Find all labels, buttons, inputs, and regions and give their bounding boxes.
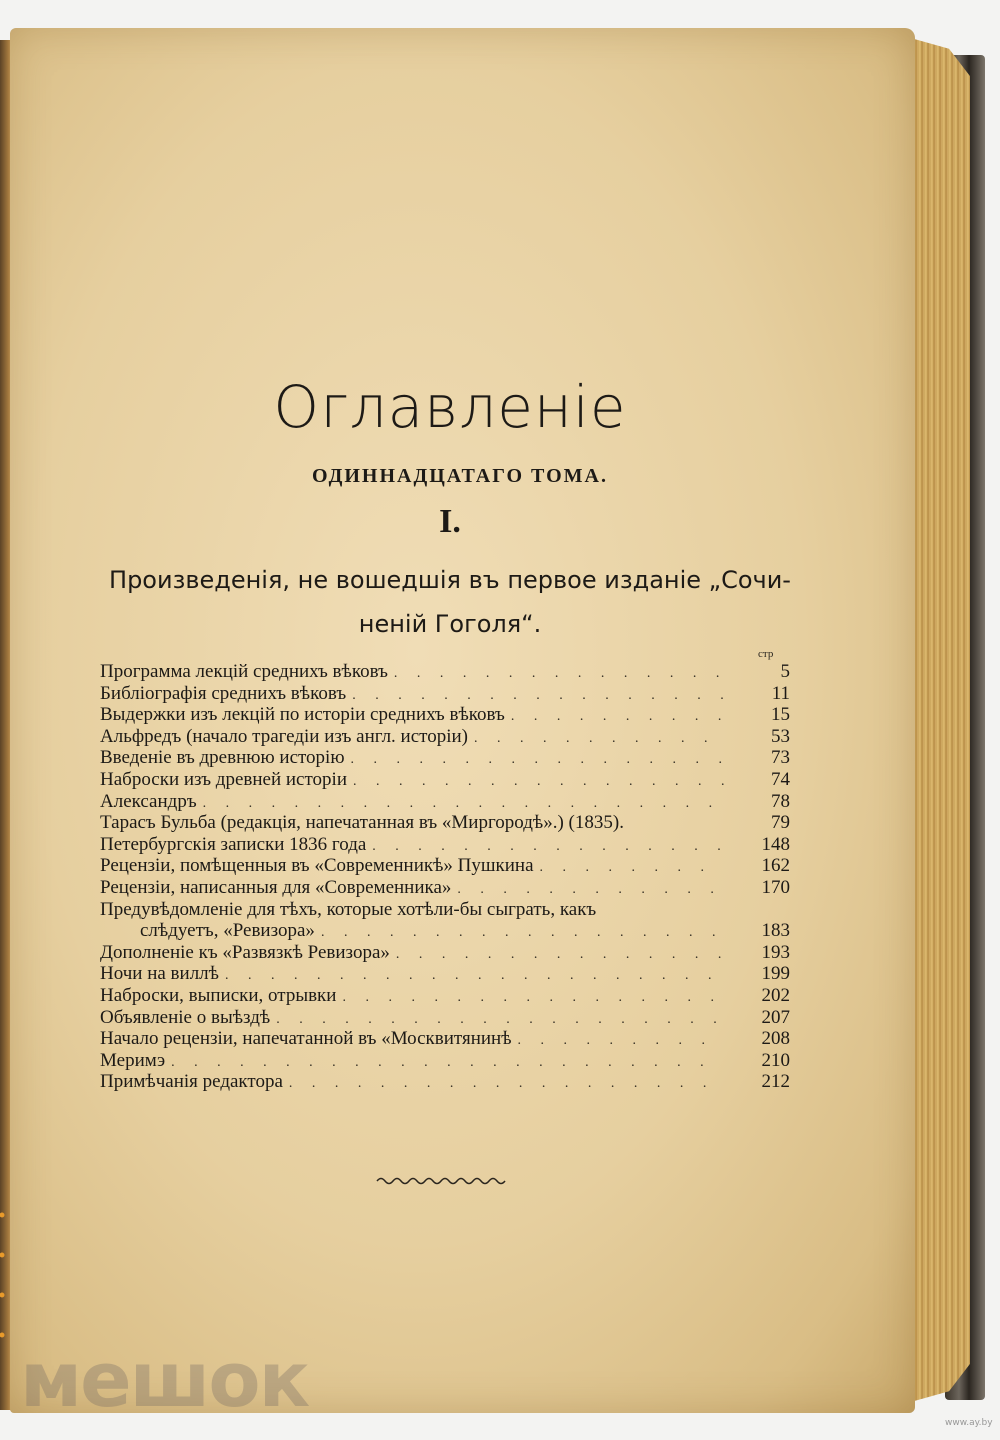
toc-entry <box>100 704 790 726</box>
book-page <box>10 28 915 1413</box>
toc-entry <box>100 747 790 769</box>
section-heading <box>95 558 805 646</box>
dot-leader <box>225 965 724 987</box>
watermark-logo: мешок <box>20 1335 309 1424</box>
toc-entry-page: 193 <box>761 941 790 963</box>
toc-entry-page: 208 <box>761 1028 790 1050</box>
toc-entry-title: Программа лекцій среднихъ вѣковъ <box>100 661 388 682</box>
toc-entry-page: 15 <box>771 704 790 726</box>
toc-entry-title: Тарасъ Бульба (редакція, напечатанная въ «Миргородѣ».) (1835). <box>100 812 624 834</box>
toc-entry-title: Меримэ <box>100 1049 166 1071</box>
toc-entry <box>100 1028 790 1050</box>
page-column-label: стр <box>758 648 774 660</box>
toc-entry-title: Начало рецензіи, напечатанной въ «Москвитянинѣ <box>100 1028 512 1050</box>
toc-entry-title: слѣдуетъ, «Ревизора» <box>140 920 315 942</box>
toc-entry <box>100 769 790 791</box>
dot-leader <box>276 1009 724 1031</box>
toc-entry <box>100 942 790 964</box>
toc-entry-title: Наброски изъ древней исторіи <box>100 768 347 790</box>
toc-entry-title: Петербургскія записки 1836 года <box>100 833 367 855</box>
toc-entry-title: Предувѣдомленіе для тѣхъ, которые хотѣли-бы сыграть, какъ <box>100 898 597 920</box>
page-subtitle: ОДИННАДЦАТАГО ТОМА. <box>312 465 608 487</box>
toc-entry-page: 210 <box>761 1049 790 1071</box>
toc-entry-title: Альфредъ (начало трагедіи изъ англ. исторіи) <box>100 725 468 747</box>
toc-entry-title: Введеніе въ древнюю исторію <box>100 747 345 769</box>
dot-leader <box>474 728 724 750</box>
dot-leader <box>372 836 724 858</box>
toc-entry <box>100 877 790 899</box>
toc-entry-title: Библіографія среднихъ вѣковъ <box>100 682 347 704</box>
toc-entry-title: Объявленіе о выѣздѣ <box>100 1006 271 1028</box>
toc-entry-page: 148 <box>761 833 790 855</box>
dot-leader <box>352 685 724 707</box>
dot-leader <box>353 771 724 793</box>
toc-entry-title: Рецензіи, написанныя для «Современника» <box>100 876 452 898</box>
wavy-ornament <box>375 1173 510 1189</box>
side-dots <box>0 1205 8 1365</box>
toc-entry-title: Дополненіе къ «Развязкѣ Ревизора» <box>100 941 390 963</box>
toc-entry-title: Выдержки изъ лекцій по исторіи среднихъ вѣковъ <box>100 704 505 726</box>
toc-entry-page: 212 <box>761 1071 790 1093</box>
toc-entry-title: Ночи на виллѣ <box>100 963 219 985</box>
toc-entry-page: 5 <box>780 661 790 682</box>
toc-entry-page: 78 <box>771 790 790 812</box>
toc-entry <box>100 661 790 683</box>
dot-leader <box>342 987 724 1009</box>
dot-leader <box>351 749 724 771</box>
section-heading-line1: Произведенія, не вошедшія въ первое изданіе „Сочи- <box>109 566 791 594</box>
toc-entry-page: 199 <box>761 963 790 985</box>
toc-entry-page: 73 <box>771 747 790 769</box>
toc-entry-page: 11 <box>771 682 790 704</box>
toc-entry <box>100 855 790 877</box>
toc-entry <box>100 812 790 834</box>
toc-entry-page: 202 <box>761 984 790 1006</box>
dot-leader <box>540 857 724 879</box>
toc-entry <box>100 899 790 921</box>
dot-leader <box>511 706 724 728</box>
toc-entry <box>100 834 790 856</box>
dot-leader <box>396 944 724 966</box>
dot-leader <box>518 1030 724 1052</box>
toc-entry <box>100 963 790 985</box>
toc-entry <box>100 791 790 813</box>
toc-entry <box>100 726 790 748</box>
toc-entry-page: 170 <box>761 876 790 898</box>
toc-entry <box>100 920 790 942</box>
toc-entry <box>100 1071 790 1093</box>
toc-entry-page: 207 <box>761 1006 790 1028</box>
toc-entry-page: 53 <box>771 725 790 747</box>
toc-entry <box>100 683 790 705</box>
toc-entry-title: Примѣчанія редактора <box>100 1071 283 1093</box>
dot-leader <box>289 1073 724 1095</box>
dot-leader <box>457 879 724 901</box>
dot-leader <box>171 1052 724 1074</box>
toc-entry-title: Рецензіи, помѣщенныя въ «Современникѣ» Пушкина <box>100 855 534 877</box>
toc-entry <box>100 985 790 1007</box>
dot-leader <box>321 922 724 944</box>
page-title: Оглавленіе <box>273 373 627 441</box>
dot-leader <box>203 793 724 815</box>
table-of-contents <box>100 661 790 1093</box>
dot-leader <box>394 663 724 685</box>
toc-entry <box>100 1007 790 1029</box>
section-number: I. <box>439 503 461 540</box>
toc-entry-page: 79 <box>771 812 790 834</box>
toc-entry-page: 183 <box>761 920 790 942</box>
toc-entry-title: Александръ <box>100 790 197 812</box>
toc-entry-title: Наброски, выписки, отрывки <box>100 984 337 1006</box>
toc-entry-page: 162 <box>761 855 790 877</box>
section-heading-line2: неній Гоголя“. <box>358 610 542 638</box>
corner-watermark: www.ay.by <box>945 1418 993 1428</box>
toc-entry <box>100 1050 790 1072</box>
toc-entry-page: 74 <box>771 768 790 790</box>
